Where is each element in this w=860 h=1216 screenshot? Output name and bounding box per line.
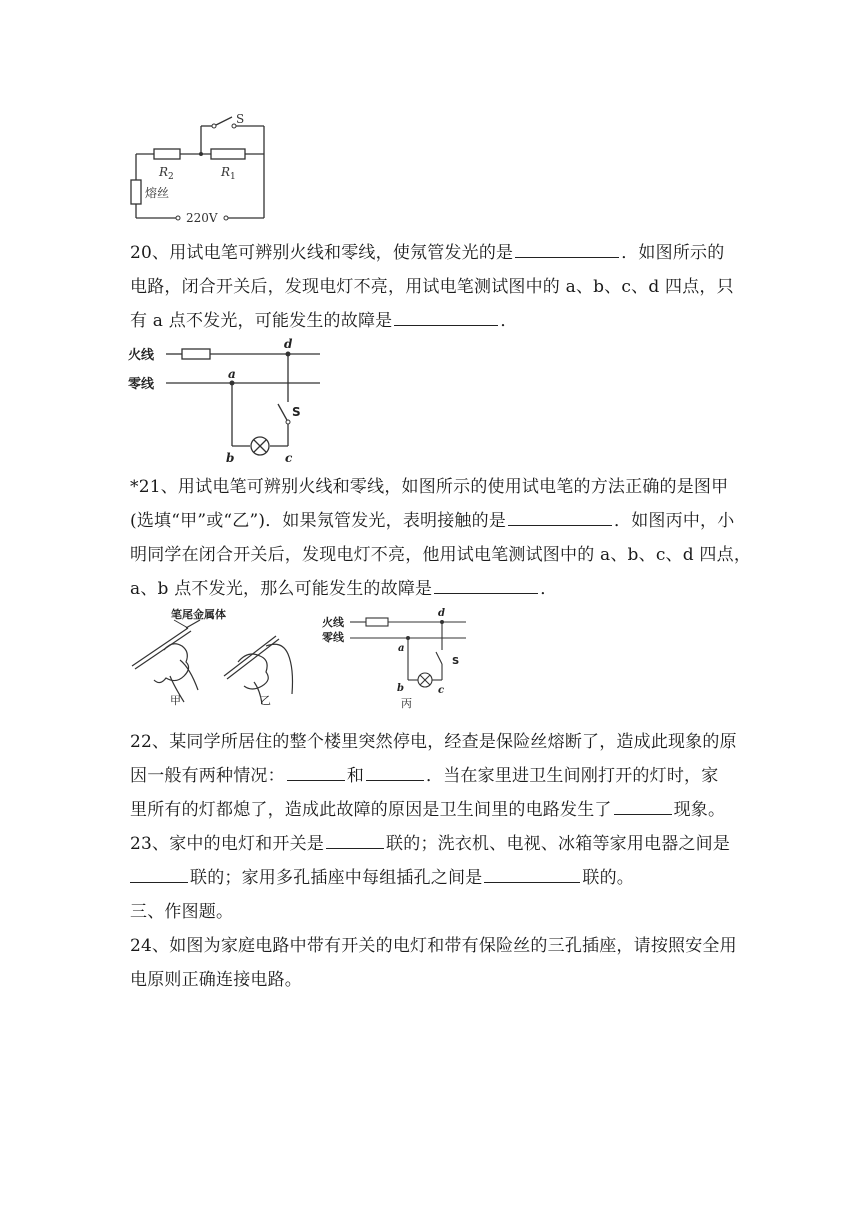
bing-point-c: c xyxy=(438,685,445,696)
label-jia: 甲 xyxy=(170,694,181,707)
bing-switch-label: S xyxy=(452,656,460,667)
point-a-label: a xyxy=(228,367,236,381)
svg-text:R2 xyxy=(158,165,174,182)
point-c-label: c xyxy=(285,451,293,465)
label-bing: 丙 xyxy=(401,697,412,710)
q24-line-1: 24、如图为家庭电路中带有开关的电灯和带有保险丝的三孔插座，请按照安全用 xyxy=(130,936,737,956)
switch-s-label: S xyxy=(292,405,301,419)
q22-line-2 xyxy=(130,759,730,793)
label-yi: 乙 xyxy=(260,694,271,707)
section-3-heading xyxy=(130,895,730,929)
r1-label: R xyxy=(221,165,231,179)
point-d-label: d xyxy=(284,337,293,351)
q21-line-1: *21、用试电笔可辨别火线和零线，如图所示的使用试电笔的方法正确的是图甲 xyxy=(130,477,729,497)
q22-answer-blank-2[interactable] xyxy=(366,762,424,781)
q21-answer-blank-1[interactable] xyxy=(508,507,612,526)
point-b-label: b xyxy=(226,451,235,465)
q21-line-3: 明同学在闭合开关后，发现电灯不亮，他用试电笔测试图中的 a、b、c、d 四点， xyxy=(130,545,752,565)
q21-test-pen-figure xyxy=(126,606,476,714)
fuse-label: 熔丝 xyxy=(145,186,170,200)
q22-line-1: 22、某同学所居住的整个楼里突然停电，经查是保险丝熔断了，造成此现象的原 xyxy=(130,732,737,752)
q24-line-2: 电原则正确连接电路。 xyxy=(130,970,302,990)
q21-text-f: ． xyxy=(540,579,558,599)
q23-text-b: 联的；洗衣机、电视、冰箱等家用电器之间是 xyxy=(386,834,731,854)
q21-line-2 xyxy=(130,504,735,538)
q20-answer-blank-2[interactable] xyxy=(394,307,498,326)
bing-neutral-label: 零线 xyxy=(322,631,344,644)
q22-answer-blank-1[interactable] xyxy=(287,762,345,781)
q20-line-2: 电路，闭合开关后，发现电灯不亮，用试电笔测试图中的 a、b、c、d 四点，只 xyxy=(130,277,734,297)
question-22 xyxy=(130,725,737,827)
q22-text-b: 因一般有两种情况： xyxy=(130,766,285,786)
q20-text-b: ．如图所示的 xyxy=(621,243,725,263)
q21-text-b: (选填“甲”或“乙”)．如果氖管发光，表明接触的是 xyxy=(130,511,507,531)
q22-text-f: 现象。 xyxy=(673,800,726,820)
question-24 xyxy=(130,929,737,997)
question-20 xyxy=(130,236,734,338)
r2-label: R xyxy=(159,165,169,179)
neutral-wire-label: 零线 xyxy=(128,377,155,392)
switch-label: S xyxy=(236,112,245,126)
q23-line-2 xyxy=(130,861,730,895)
q22-text-d: ．当在家里进卫生间刚打开的灯时，家 xyxy=(426,766,719,786)
live-wire-label: 火线 xyxy=(128,348,155,363)
q20-answer-blank-1[interactable] xyxy=(515,239,619,258)
bing-point-b: b xyxy=(397,683,404,694)
q23-text-a: 23、家中的电灯和开关是 xyxy=(130,834,325,854)
question-23 xyxy=(130,827,730,895)
r2-subscript: 2 xyxy=(168,172,174,182)
q23-answer-blank-1[interactable] xyxy=(326,830,384,849)
q20-text-a: 20、用试电笔可辨别火线和零线，使氖管发光的是 xyxy=(130,243,514,263)
q23-text-c: 联的；家用多孔插座中每组插孔之间是 xyxy=(190,868,483,888)
svg-text:R1 xyxy=(220,165,236,182)
q20-text-e: ． xyxy=(500,311,518,331)
q21-text-e: a、b 点不发光，那么可能发生的故障是 xyxy=(130,579,433,599)
hand-yi-icon xyxy=(224,636,293,704)
q20-line-3 xyxy=(130,304,730,338)
question-21 xyxy=(130,470,752,606)
section-3-title: 三、作图题。 xyxy=(130,902,234,922)
q23-line-1 xyxy=(130,827,730,861)
q20-line-1 xyxy=(130,236,730,270)
q23-answer-blank-2[interactable] xyxy=(130,864,188,883)
q21-text-c: ．如图丙中，小 xyxy=(614,511,735,531)
q20-circuit-figure xyxy=(128,336,324,468)
q20-text-d: 有 a 点不发光，可能发生的故障是 xyxy=(130,311,393,331)
bing-point-d: d xyxy=(438,608,445,619)
series-circuit-figure xyxy=(128,112,273,224)
voltage-label: 220V xyxy=(186,211,218,224)
q22-line-3 xyxy=(130,793,730,827)
q21-line-4 xyxy=(130,572,730,606)
q23-answer-blank-3[interactable] xyxy=(484,864,580,883)
r1-subscript: 1 xyxy=(230,172,236,182)
q22-answer-blank-3[interactable] xyxy=(614,796,672,815)
bing-point-a: a xyxy=(398,643,405,654)
q21-answer-blank-2[interactable] xyxy=(434,575,538,594)
q23-text-d: 联的。 xyxy=(582,868,635,888)
pen-tail-label: 笔尾金属体 xyxy=(171,608,226,621)
bing-live-label: 火线 xyxy=(322,616,344,629)
hand-jia-icon xyxy=(132,620,200,702)
q22-text-c: 和 xyxy=(346,766,365,786)
q22-text-e: 里所有的灯都熄了，造成此故障的原因是卫生间里的电路发生了 xyxy=(130,800,612,820)
